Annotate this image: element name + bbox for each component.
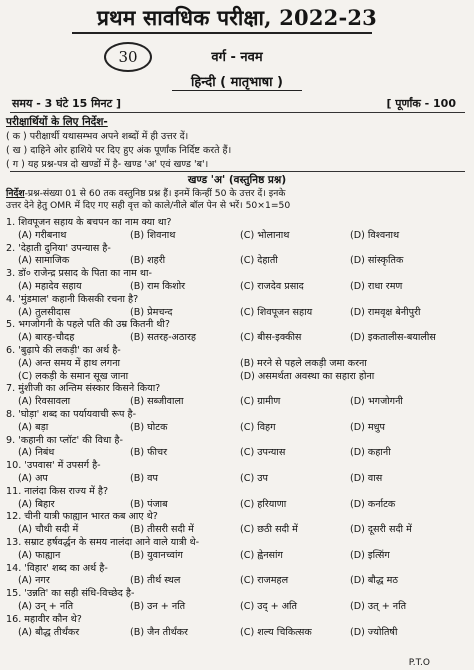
instruction-item: ( क ) परीक्षार्थी यथासम्भव अपने शब्दों में ही उत्तर दें। bbox=[6, 131, 189, 142]
answer-option: (B) जैन तीर्थंकर bbox=[130, 626, 188, 638]
instruction-item: ( ख ) दाहिने ओर हाशिये पर दिए हुए अंक पूर्णांक निर्दिष्ट करते हैं। bbox=[6, 145, 232, 156]
answer-option: (C) छठी सदी में bbox=[240, 524, 298, 536]
roll-mark-circle: 30 bbox=[104, 42, 152, 72]
full-marks: [ पूर्णांक - 100 bbox=[386, 97, 456, 110]
direction-line-2: उत्तर देने हेतु OMR में दिए गए सही वृत्त को काले/नीले बॉल पेन से भरें। 50×1=50 bbox=[6, 200, 291, 211]
page-mark: P.T.O bbox=[408, 658, 430, 668]
answer-option: (B) उन + नति bbox=[130, 601, 186, 612]
question-text: 13. सम्राट हर्षवर्द्धन के समय नालंदा आने वाले यात्री थे- bbox=[6, 537, 200, 548]
divider bbox=[10, 171, 465, 172]
question-text: 6. 'बुढ़ापे की लकड़ी' का अर्थ है- bbox=[6, 345, 121, 356]
answer-option: (D) बौद्ध मठ bbox=[350, 575, 398, 587]
answer-option: (C) बीस-इक्कीस bbox=[240, 332, 302, 344]
answer-option: (D) सांस्कृतिक bbox=[350, 255, 404, 267]
answer-option: (A) रिवसावला bbox=[18, 396, 71, 408]
answer-option: (A) गरीबनाथ bbox=[18, 229, 67, 241]
answer-option: (A) बिहार bbox=[18, 498, 55, 510]
answer-option: (B) घोटक bbox=[130, 421, 168, 433]
question-text: 5. भगजोगनी के पहले पति की उम्र कितनी थी? bbox=[6, 319, 171, 331]
answer-option: (D) वास bbox=[350, 473, 383, 484]
answer-option: (A) निबंध bbox=[18, 447, 55, 459]
answer-option: (A) अन्त समय में हाथ लगना bbox=[18, 357, 120, 369]
question-text: 15. 'उन्नति' का सही संधि-विच्छेद है- bbox=[6, 588, 135, 600]
answer-option: (C) देहाती bbox=[240, 255, 278, 267]
answer-option: (A) फाह्यान bbox=[18, 549, 61, 561]
question-text: 4. 'मुंडमाल' कहानी किसकी रचना है? bbox=[6, 293, 139, 305]
answer-option: (A) चौथी सदी में bbox=[18, 524, 79, 536]
answer-option: (D) ज्योतिषी bbox=[350, 626, 398, 638]
answer-option: (B) सब्जीवाला bbox=[130, 396, 184, 408]
subject-underline bbox=[172, 90, 302, 91]
answer-option: (B) प्रेमचन्द bbox=[130, 306, 173, 318]
answer-option: (B) युवानच्वांग bbox=[130, 549, 183, 561]
answer-option: (A) बड़ा bbox=[18, 421, 49, 433]
title-underline bbox=[72, 32, 372, 34]
answer-option: (A) नगर bbox=[18, 575, 50, 587]
subject-line: हिन्दी ( मातृभाषा ) bbox=[191, 75, 283, 90]
answer-option: (D) उत् + नति bbox=[350, 601, 407, 612]
answer-option: (D) दूसरी सदी में bbox=[350, 524, 412, 536]
answer-option: (A) सामाजिक bbox=[18, 255, 70, 267]
answer-option: (D) इकतालीस-बयालीस bbox=[350, 332, 436, 344]
direction-label: निर्देश bbox=[6, 188, 25, 199]
answer-option: (B) फीचर bbox=[130, 447, 168, 459]
answer-option: (C) विहग bbox=[240, 421, 276, 433]
answer-option: (A) महादेव सहाय bbox=[18, 281, 82, 292]
answer-option: (C) भोलानाथ bbox=[240, 229, 290, 241]
question-text: 8. 'घोड़ा' शब्द का पर्यायवाची रूप है- bbox=[6, 409, 137, 420]
direction-text bbox=[6, 188, 468, 212]
direction-line-1: -प्रश्न-संख्या 01 से 60 तक वस्तुनिष्ठ प्रश्न हैं। इनमें किन्हीं 50 के उत्तर दें। इनके bbox=[24, 188, 286, 199]
question-text: 3. डॉ० राजेन्द्र प्रसाद के पिता का नाम था- bbox=[6, 268, 152, 280]
answer-option: (C) ग्रामीण bbox=[240, 396, 281, 408]
answer-option: (C) उपन्यास bbox=[240, 447, 286, 459]
question-text: 16. महावीर कौन थे? bbox=[6, 613, 82, 625]
question-text: 14. 'विहार' शब्द का अर्थ है- bbox=[6, 562, 108, 574]
answer-option: (B) तीर्थ स्थल bbox=[130, 575, 181, 587]
answer-option: (D) विश्वनाथ bbox=[350, 229, 400, 241]
question-text: 12. चीनी यात्री फाह्यान भारत कब आए थे? bbox=[6, 511, 158, 523]
answer-option: (B) शिवनाथ bbox=[130, 229, 176, 241]
answer-option: (B) तीसरी सदी में bbox=[130, 524, 194, 536]
answer-option: (B) मरने से पहले लकड़ी जमा करना bbox=[240, 357, 367, 369]
answer-option: (D) भगजोगनी bbox=[350, 396, 403, 408]
answer-option: (C) लकड़ी के समान सूख जाना bbox=[18, 370, 129, 382]
answer-option: (D) असमर्थता अवस्था का सहारा होना bbox=[240, 370, 375, 382]
answer-option: (C) उद् + अति bbox=[240, 601, 298, 612]
answer-option: (C) हरियाणा bbox=[240, 498, 287, 510]
answer-option: (D) कहानी bbox=[350, 447, 391, 459]
class-line: वर्ग - नवम bbox=[211, 50, 263, 65]
answer-option: (B) राम किशोर bbox=[130, 281, 186, 292]
question-text: 10. 'उपवास' में उपसर्ग है- bbox=[6, 460, 101, 472]
exam-time: समय - 3 घंटे 15 मिनट ] bbox=[12, 97, 122, 110]
answer-option: (A) तुलसीदास bbox=[18, 306, 71, 318]
answer-option: (C) उप bbox=[240, 473, 268, 484]
divider bbox=[10, 112, 465, 113]
answer-option: (D) इत्सिंग bbox=[350, 549, 390, 561]
answer-option: (C) राजमहल bbox=[240, 575, 289, 587]
answer-option: (A) बौद्ध तीर्थंकर bbox=[18, 626, 80, 638]
instruction-item: ( ग ) यह प्रश्न-पत्र दो खण्डों में है- खण्ड 'अ' एवं खण्ड 'ब'। bbox=[6, 159, 209, 170]
answer-option: (C) शल्य चिकित्सक bbox=[240, 626, 312, 638]
answer-option: (B) वप bbox=[130, 473, 158, 484]
answer-option: (D) मधुप bbox=[350, 421, 386, 433]
answer-option: (B) शहरी bbox=[130, 255, 166, 267]
answer-option: (A) बारह-चौदह bbox=[18, 332, 75, 344]
answer-option: (C) राजदेव प्रसाद bbox=[240, 281, 304, 292]
answer-option: (A) उन् + नति bbox=[18, 601, 74, 612]
section-heading: खण्ड 'अ' (वस्तुनिष्ठ प्रश्न) bbox=[187, 174, 287, 186]
question-text: 2. 'देहाती दुनिया' उपन्यास है- bbox=[6, 242, 111, 254]
exam-title: प्रथम सावधिक परीक्षा, 2022-23 bbox=[96, 5, 377, 30]
question-text: 7. मुंशीजी का अन्तिम संस्कार किसने किया? bbox=[6, 383, 161, 395]
answer-option: (D) कर्नाटक bbox=[350, 498, 396, 510]
question-text: 11. नालंदा किस राज्य में है? bbox=[6, 485, 109, 497]
answer-option: (C) ह्वेनसांग bbox=[240, 549, 283, 561]
answer-option: (C) शिवपूजन सहाय bbox=[240, 306, 313, 318]
question-text: 1. शिवपूजन सहाय के बचपन का नाम क्या था? bbox=[6, 217, 172, 228]
instructions-heading: परीक्षार्थियों के लिए निर्देश- bbox=[6, 116, 108, 128]
question-text: 9. 'कहानी का प्लॉट' की विधा है- bbox=[6, 434, 123, 446]
answer-option: (B) सतरह-अठारह bbox=[130, 332, 196, 344]
answer-option: (D) रामवृक्ष बेनीपुरी bbox=[350, 306, 421, 318]
answer-option: (D) राधा रमण bbox=[350, 281, 403, 292]
answer-option: (B) पंजाब bbox=[130, 498, 168, 510]
answer-option: (A) अप bbox=[18, 473, 48, 484]
